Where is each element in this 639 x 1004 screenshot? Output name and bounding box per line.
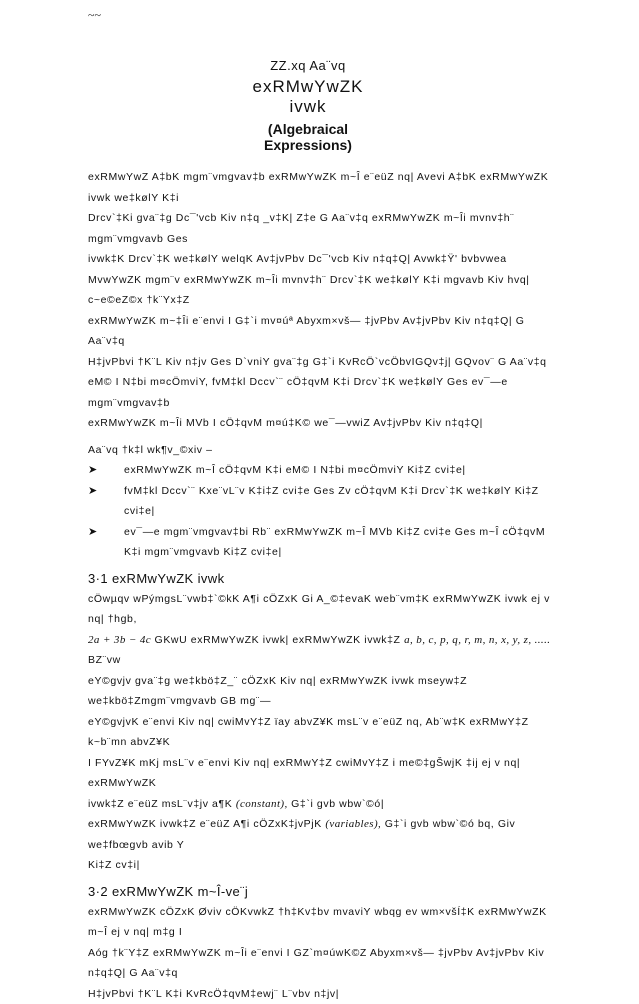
objective-item [88,522,558,563]
objectives-heading: Aa¨vq †k‡l wk¶v_©xiv – [88,440,558,461]
text-line: Aóg †k¨Y‡Z exRMwYwZK m~Îi e¨envi I GZ`m¤úwK©Z Abyxm×vš— ‡jvPbv Av‡jvPbv Kiv n‡q‡Q| G Aa¨v‡q [88,943,558,984]
text-line-with-term [88,794,558,815]
text-line: exRMwYwZ A‡bK mgm¨vmgvav‡b exRMwYwZK m~Î e¨eüZ nq| Avevi A‡bK exRMwYwZK ivwk we‡kølY K‡i [88,167,558,208]
text-line: ivwk‡K Drcv`‡K we‡kølY welqK Av‡jvPbv Dc¯'vcb Kiv n‡q‡Q| Avwk‡Ÿ' bvbvwea [88,249,558,270]
section-heading-formulas: 3·2 exRMwYwZK m~Î-ve¨j [88,882,558,902]
text-fragment: BZ¨vw [88,654,121,666]
chapter-label: ZZ.xq Aa¨vq [238,58,378,73]
section-1-body [88,589,558,876]
text-line: eM© I N‡bi m¤cÖmviY, fvM‡kl Dccv`¨ cÖ‡qvM K‡i Drcv`‡K we‡kølY Ges ev¯—e mgm¨vmgvav‡b [88,372,558,413]
text-line: MvwYwZK mgm¨v exRMwYwZK m~Îi mvnv‡h¨ Drcv`‡K we‡kølY K‡i mgvavb Kiv hvq| c~e©eZ©x †k¨Yx‡Z [88,270,558,311]
chapter-title: exRMwYwZK ivwk [238,77,378,117]
text-line: I FYvZ¥K mKj msL¨v e¨envi Kiv nq| exRMwY‡Z cwiMvY‡Z i me©‡gŠwjK ‡ij ej v nq| exRMwYwZK [88,753,558,794]
objective-item [88,481,558,522]
term-variables: (variables), [325,818,381,830]
text-line: H‡jvPbvi †K¨L K‡i KvRcÖ‡qvM‡ewj¨ L¨vbv n‡jv| [88,984,558,1004]
text-line-with-term [88,814,558,855]
objectives-block [88,440,558,563]
text-line: exRMwYwZK cÖZxK Øviv cÖKvwkZ †h‡Kv‡bv mvaviY wbqg ev wm×všÍ‡K exRMwYwZK m~Î ej v nq| m‡g I [88,902,558,943]
text-line: eY©gvjv gva¨‡g we‡kbö‡Z_¨ cÖZxK Kiv nq| exRMwYwZK ivwk mseyw‡Z we‡kbö‡Zmgm¨vmgvavb GB mg¨— [88,671,558,712]
section-2-body [88,902,558,1004]
page-corner-mark: ~~ [88,8,101,23]
objective-text: fvM‡kl Dccv`¨ Kxe¨vL¨v K‡i‡Z cvi‡e Ges Zv cÖ‡qvM K‡i Drcv`‡K we‡kølY Ki‡Z cvi‡e| [124,481,558,522]
text-line: eY©gvjvK e¨envi Kiv nq| cwiMvY‡Z ïay abvZ¥K msL¨v e¨eüZ nq, Ab¨w‡K exRMwY‡Z k~b¨mn abvZ¥K [88,712,558,753]
term-constant: (constant), [236,798,288,810]
text-line: H‡jvPbvi †K¨L Kiv n‡jv Ges D`vniY gva¨‡g G‡`i KvRcÖ`vcÖbvIGQv‡j| GQvov¨ G Aa¨v‡q [88,352,558,373]
text-fragment: exRMwYwZK ivwk‡Z e¨eüZ A¶i cÖZxK‡jvPjK [88,818,322,830]
text-fragment: G‡`i gvb wbw`©ó bq, Giv we‡fbœgvb avib Y [88,818,515,851]
text-line: exRMwYwZK m~‡Îi e¨envi I G‡`i mv¤úª Abyxm×vš— ‡jvPbv Av‡jvPbv Kiv n‡q‡Q| G Aa¨v‡q [88,311,558,352]
text-line: exRMwYwZK m~Îi MVb I cÖ‡qvM m¤ú‡K© we¯—vwiZ Av‡jvPbv Kiv n‡q‡Q| [88,413,558,434]
chapter-title-english: (Algebraical Expressions) [238,121,378,153]
math-variables: a, b, c, p, q, r, m, n, x, y, z, ..... [404,634,550,646]
text-line: cÖwµqv wPýmgsL¨vwb‡`©kK A¶i cÖZxK Gi A_©‡evaK web¨vm‡K exRMwYwZK ivwk ej v nq| †hgb, [88,589,558,630]
objective-text: exRMwYwZK m~Î cÖ‡qvM K‡i eM© I N‡bi m¤cÖmviY Ki‡Z cvi‡e| [124,460,558,481]
text-fragment: GKwU exRMwYwZK ivwk| exRMwYwZK ivwk‡Z [151,634,401,646]
objective-text: ev¯—e mgm¨vmgvav‡bi Rb¨ exRMwYwZK m~Î MVb Ki‡Z cvi‡e Ges m~Î cÖ‡qvM K‡i mgm¨vmgvavb Ki‡Z cvi‡e| [124,522,558,563]
document-page [88,58,558,1004]
section-heading-algebraic-expressions: 3·1 exRMwYwZK ivwk [88,569,558,589]
objective-item [88,460,558,481]
text-fragment: ivwk‡Z e¨eüZ msL¨v‡jv a¶K [88,798,232,810]
intro-paragraph [88,167,558,434]
math-expression: 2a + 3b − 4c [88,634,151,646]
text-line: Drcv`‡Ki gva¨‡g Dc¯'vcb Kiv n‡q _v‡K| Z‡e G Aa¨v‡q exRMwYwZK m~Îi mvnv‡h¨ mgm¨vmgvavb Ges [88,208,558,249]
arrow-bullet-icon: ➤ [88,481,124,502]
arrow-bullet-icon: ➤ [88,460,124,481]
text-line: Ki‡Z cv‡i| [88,855,558,876]
arrow-bullet-icon: ➤ [88,522,124,543]
text-line-with-math [88,630,558,671]
text-fragment: G‡`i gvb wbw`©ó| [288,798,385,810]
